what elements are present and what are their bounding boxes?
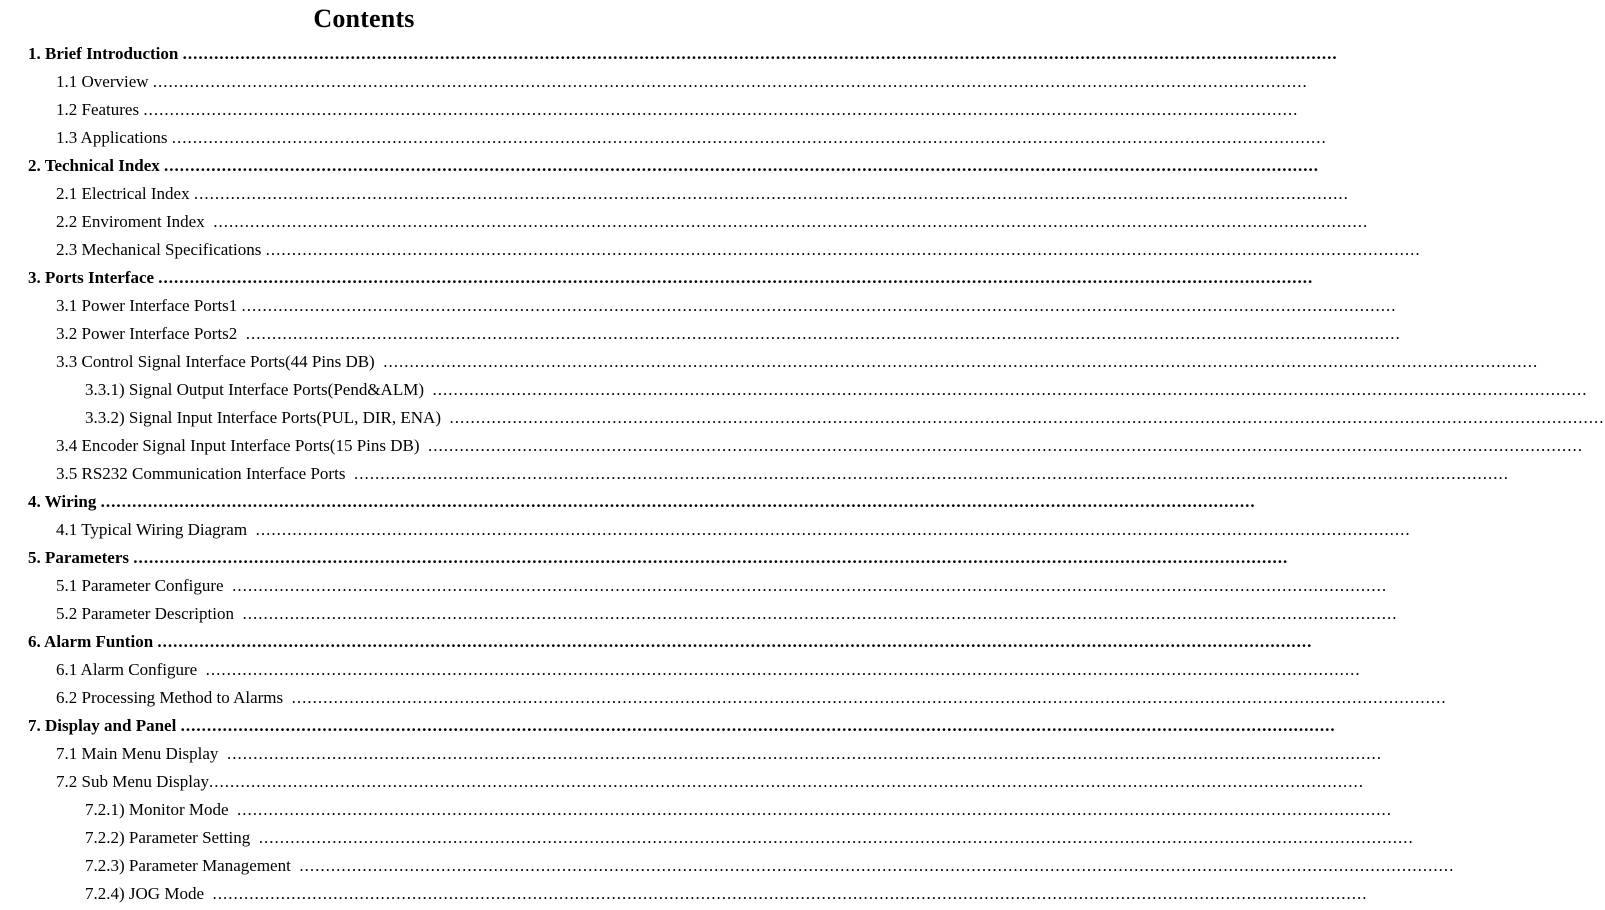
toc-dot-leader: ............................................................................................................................................................................................................................: [265, 240, 1421, 259]
toc-dot-leader: ............................................................................................................................................................................................................................: [133, 548, 1289, 567]
toc-list: [0, 40, 1605, 908]
toc-dot-leader: ............................................................................................................................................................................................................................: [353, 464, 1509, 483]
toc-dot-leader: ............................................................................................................................................................................................................................: [383, 352, 1539, 371]
toc-entry-label: 3.2 Power Interface Ports2: [56, 324, 246, 343]
toc-entry[interactable]: [0, 208, 1369, 236]
toc-dot-leader: ............................................................................................................................................................................................................................: [428, 436, 1584, 455]
toc-dot-leader: ............................................................................................................................................................................................................................: [449, 408, 1605, 427]
toc-entry-label: 6.2 Processing Method to Alarms: [56, 688, 292, 707]
toc-entry[interactable]: [0, 544, 1289, 572]
toc-entry-label: 7.1 Main Menu Display: [56, 744, 227, 763]
toc-entry[interactable]: [0, 880, 1368, 908]
toc-entry-label: 5.2 Parameter Description: [56, 604, 243, 623]
toc-entry[interactable]: [0, 376, 1588, 404]
toc-entry[interactable]: [0, 124, 1327, 152]
toc-entry-label: 7. Display and Panel: [28, 716, 181, 735]
toc-entry-label: 1.3 Applications: [56, 128, 172, 147]
toc-entry-label: 4. Wiring: [28, 492, 101, 511]
toc-dot-leader: ............................................................................................................................................................................................................................: [226, 744, 1382, 763]
toc-dot-leader: ............................................................................................................................................................................................................................: [180, 716, 1336, 735]
toc-dot-leader: ............................................................................................................................................................................................................................: [193, 184, 1349, 203]
toc-dot-leader: ............................................................................................................................................................................................................................: [432, 380, 1588, 399]
toc-dot-leader: ............................................................................................................................................................................................................................: [245, 324, 1401, 343]
toc-entry-label: 7.2.1) Monitor Mode: [85, 800, 238, 819]
toc-entry[interactable]: [0, 236, 1421, 264]
toc-entry[interactable]: [0, 68, 1308, 96]
toc-dot-leader: ............................................................................................................................................................................................................................: [182, 44, 1338, 63]
toc-entry[interactable]: [0, 516, 1411, 544]
toc-entry[interactable]: [0, 712, 1336, 740]
toc-entry-label: 7.2.3) Parameter Management: [85, 856, 300, 875]
toc-entry-label: 2. Technical Index: [28, 156, 165, 175]
toc-entry-label: 3.3.1) Signal Output Interface Ports(Pend&ALM): [85, 380, 433, 399]
toc-dot-leader: ............................................................................................................................................................................................................................: [157, 632, 1313, 651]
toc-entry-label: 6. Alarm Funtion: [28, 632, 158, 651]
toc-entry[interactable]: [0, 600, 1398, 628]
toc-entry-label: 2.1 Electrical Index: [56, 184, 194, 203]
toc-entry-label: 1.1 Overview: [56, 72, 153, 91]
toc-dot-leader: ............................................................................................................................................................................................................................: [242, 604, 1398, 623]
toc-dot-leader: ............................................................................................................................................................................................................................: [143, 100, 1299, 119]
toc-entry-label: 3.5 RS232 Communication Interface Ports: [56, 464, 354, 483]
toc-entry[interactable]: [0, 152, 1320, 180]
toc-entry[interactable]: [0, 180, 1349, 208]
toc-dot-leader: ............................................................................................................................................................................................................................: [100, 492, 1256, 511]
toc-dot-leader: ............................................................................................................................................................................................................................: [164, 156, 1320, 175]
toc-entry-label: 2.3 Mechanical Specifications: [56, 240, 266, 259]
toc-entry-label: 3. Ports Interface: [28, 268, 159, 287]
toc-entry[interactable]: [0, 320, 1401, 348]
toc-entry-label: 5.1 Parameter Configure: [56, 576, 233, 595]
toc-entry-label: 3.3.2) Signal Input Interface Ports(PUL, DIR, ENA): [85, 408, 450, 427]
toc-entry[interactable]: [0, 432, 1584, 460]
toc-dot-leader: ............................................................................................................................................................................................................................: [212, 884, 1368, 903]
toc-entry-label: 3.4 Encoder Signal Input Interface Ports(15 Pins DB): [56, 436, 429, 455]
page-title: Contents: [313, 4, 415, 33]
toc-entry[interactable]: [0, 404, 1605, 432]
toc-entry[interactable]: [0, 572, 1388, 600]
toc-entry[interactable]: [0, 740, 1382, 768]
toc-entry[interactable]: [0, 292, 1397, 320]
toc-entry[interactable]: [0, 796, 1393, 824]
toc-dot-leader: ............................................................................................................................................................................................................................: [299, 856, 1455, 875]
toc-entry[interactable]: [0, 96, 1299, 124]
toc-entry[interactable]: [0, 656, 1361, 684]
toc-entry[interactable]: [0, 852, 1455, 880]
toc-entry-label: 7.2.4) JOG Mode: [85, 884, 213, 903]
toc-dot-leader: ............................................................................................................................................................................................................................: [241, 296, 1397, 315]
toc-dot-leader: ............................................................................................................................................................................................................................: [255, 520, 1411, 539]
toc-dot-leader: ............................................................................................................................................................................................................................: [213, 212, 1369, 231]
toc-entry-label: 3.1 Power Interface Ports1: [56, 296, 242, 315]
toc-dot-leader: ............................................................................................................................................................................................................................: [258, 828, 1414, 847]
toc-dot-leader: ............................................................................................................................................................................................................................: [232, 576, 1388, 595]
toc-dot-leader: ............................................................................................................................................................................................................................: [171, 128, 1327, 147]
toc-entry[interactable]: [0, 488, 1256, 516]
toc-dot-leader: ............................................................................................................................................................................................................................: [237, 800, 1393, 819]
toc-entry[interactable]: [0, 348, 1539, 376]
toc-dot-leader: ............................................................................................................................................................................................................................: [291, 688, 1447, 707]
toc-entry-label: 7.2 Sub Menu Display: [56, 772, 209, 791]
toc-dot-leader: ............................................................................................................................................................................................................................: [209, 772, 1364, 791]
toc-entry[interactable]: [0, 628, 1313, 656]
toc-entry[interactable]: [0, 40, 1338, 68]
toc-entry[interactable]: [0, 768, 1364, 796]
toc-entry[interactable]: [0, 824, 1414, 852]
toc-entry-label: 1. Brief Introduction: [28, 44, 183, 63]
toc-entry-label: 4.1 Typical Wiring Diagram: [56, 520, 256, 539]
toc-dot-leader: ............................................................................................................................................................................................................................: [152, 72, 1308, 91]
toc-entry-label: 2.2 Enviroment Index: [56, 212, 214, 231]
toc-entry[interactable]: [0, 264, 1314, 292]
toc-entry-label: 6.1 Alarm Configure: [56, 660, 206, 679]
toc-entry[interactable]: [0, 684, 1447, 712]
toc-dot-leader: ............................................................................................................................................................................................................................: [158, 268, 1314, 287]
toc-entry[interactable]: [0, 460, 1509, 488]
toc-entry-label: 3.3 Control Signal Interface Ports(44 Pins DB): [56, 352, 384, 371]
toc-dot-leader: ............................................................................................................................................................................................................................: [205, 660, 1361, 679]
toc-entry-label: 7.2.2) Parameter Setting: [85, 828, 259, 847]
toc-entry-label: 5. Parameters: [28, 548, 134, 567]
toc-entry-label: 1.2 Features: [56, 100, 144, 119]
